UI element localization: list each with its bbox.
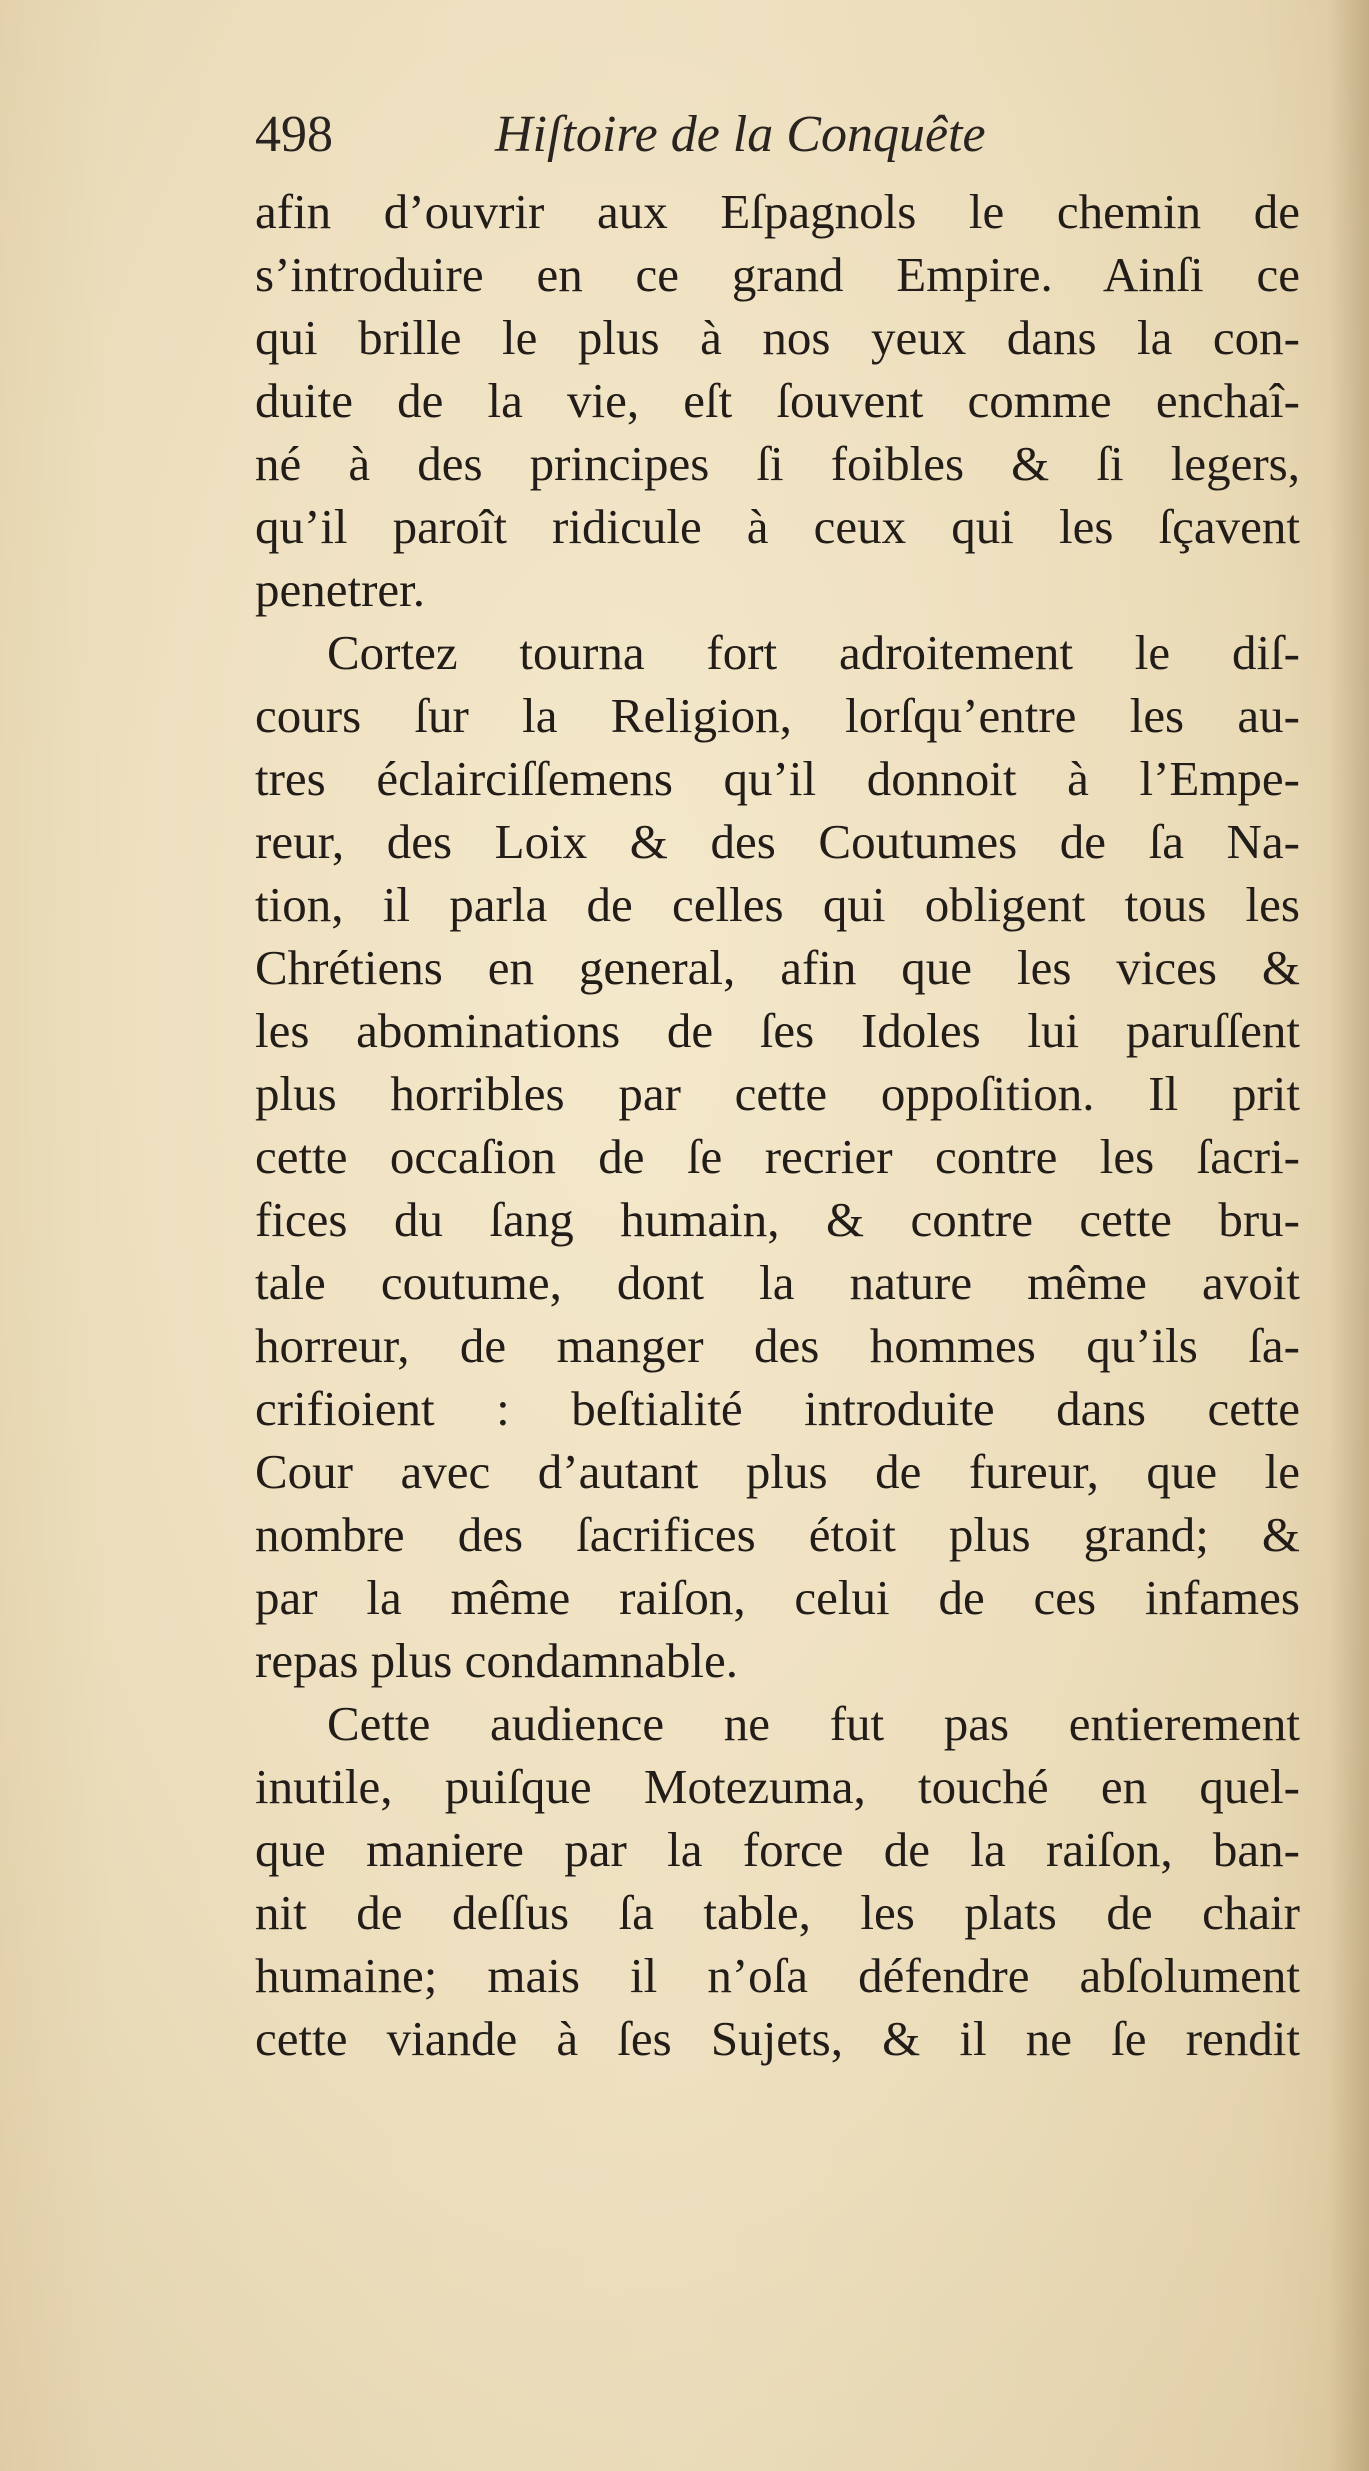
text-line: par la même raiſon, celui de ces infames — [255, 1570, 1300, 1625]
text-line: nit de deſſus ſa table, les plats de chair — [255, 1885, 1300, 1940]
text-line: cours ſur la Religion, lorſqu’entre les au- — [255, 688, 1300, 743]
text-line: inutile, puiſque Motezuma, touché en quel- — [255, 1759, 1300, 1814]
page-edge-shadow — [1329, 0, 1369, 2471]
text-line: afin d’ouvrir aux Eſpagnols le chemin de — [255, 184, 1300, 239]
text-line: Cour avec d’autant plus de fureur, que le — [255, 1444, 1300, 1499]
text-line: tale coutume, dont la nature même avoit — [255, 1255, 1300, 1310]
text-line: qui brille le plus à nos yeux dans la con- — [255, 310, 1300, 365]
text-line: cette occaſion de ſe recrier contre les ſacri- — [255, 1129, 1300, 1184]
text-line: Chrétiens en general, afin que les vices & — [255, 940, 1300, 995]
text-line: s’introduire en ce grand Empire. Ainſi ce — [255, 247, 1300, 302]
text-line: que maniere par la force de la raiſon, ban- — [255, 1822, 1300, 1877]
body-text — [255, 180, 1300, 2070]
text-line: cette viande à ſes Sujets, & il ne ſe rendit — [255, 2011, 1300, 2066]
running-title: Hiſtoire de la Conquête — [495, 106, 986, 163]
text-line: les abominations de ſes Idoles lui paruſſent — [255, 1003, 1300, 1058]
text-line: qu’il paroît ridicule à ceux qui les ſçavent — [255, 499, 1300, 554]
text-line: humaine; mais il n’oſa défendre abſolument — [255, 1948, 1300, 2003]
text-line: fices du ſang humain, & contre cette bru- — [255, 1192, 1300, 1247]
text-line: né à des principes ſi foibles & ſi legers, — [255, 436, 1300, 491]
text-line: reur, des Loix & des Coutumes de ſa Na- — [255, 814, 1300, 869]
text-line: Cortez tourna fort adroitement le diſ- — [327, 625, 1300, 680]
text-line: tres éclairciſſemens qu’il donnoit à l’Empe- — [255, 751, 1300, 806]
text-line: repas plus condamnable. — [255, 1633, 739, 1688]
text-line: nombre des ſacrifices étoit plus grand; & — [255, 1507, 1300, 1562]
text-line: crifioient : beſtialité introduite dans cette — [255, 1381, 1300, 1436]
page-number: 498 — [255, 106, 333, 163]
text-line: plus horribles par cette oppoſition. Il prit — [255, 1066, 1300, 1121]
text-line: duite de la vie, eſt ſouvent comme enchaî- — [255, 373, 1300, 428]
text-line: penetrer. — [255, 562, 426, 617]
text-line: tion, il parla de celles qui obligent tous les — [255, 877, 1300, 932]
text-line: horreur, de manger des hommes qu’ils ſa- — [255, 1318, 1300, 1373]
text-line: Cette audience ne fut pas entierement — [327, 1696, 1300, 1751]
